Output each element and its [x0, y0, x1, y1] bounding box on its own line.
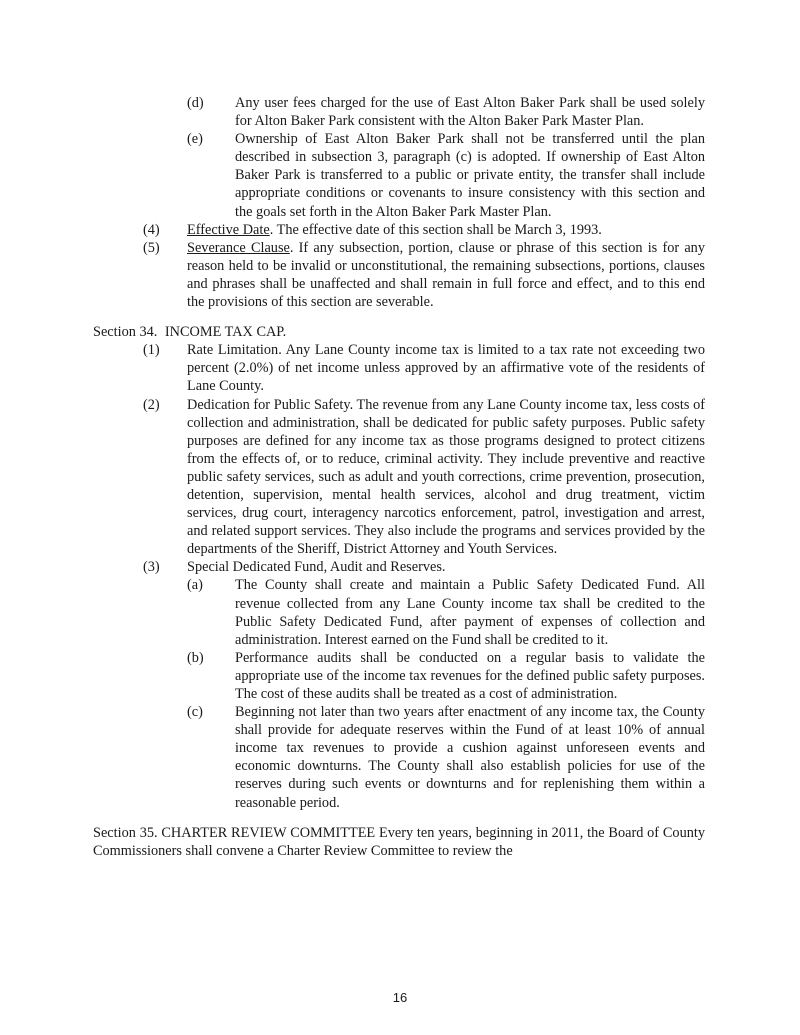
paragraph-4-effective-date	[0, 221, 800, 239]
paragraph-5-severance-clause	[0, 239, 800, 311]
section-34-subsection-a	[0, 576, 800, 648]
paragraph-4-title: Effective Date	[187, 221, 270, 238]
section-34-heading	[0, 323, 800, 341]
subsection-d	[0, 94, 800, 130]
subsection-a-label: (a)	[187, 577, 203, 594]
paragraph-3-text: Special Dedicated Fund, Audit and Reserves.	[187, 559, 446, 576]
subsection-e-text: Ownership of East Alton Baker Park shall not be transferred until the plan described in subsection 3, paragraph (c) is adopted. If ownership of East Alton Baker Park is transferred to a public or private entity, the transfer shall include appropriate conditions or covenants to insure consistency with this section and the goals set forth in the Alton Baker Park Master Plan.	[235, 131, 705, 220]
paragraph-5-text: . If any subsection, portion, clause or phrase of this section is for any reason held to be invalid or unconstitutional, the remaining subsections, portions, clauses and phrases shall be unaffected and shall remain in full force and effect, and to this end the provisions of this section are severable.	[187, 239, 705, 311]
subsection-d-label: (d)	[187, 95, 204, 111]
section-34-subsection-c	[0, 703, 800, 812]
paragraph-5-title: Severance Clause	[187, 239, 290, 256]
paragraph-2-label: (2)	[143, 396, 160, 413]
paragraph-4-label: (4)	[143, 221, 160, 238]
subsection-b-text: Performance audits shall be conducted on a regular basis to validate the appropriate use of the income tax revenues for the defined public safety purposes. The cost of these audits shall be treated as a cost of administration.	[235, 649, 705, 702]
section-34-paragraph-2	[0, 396, 800, 559]
section-35-text: Section 35. CHARTER REVIEW COMMITTEE Every ten years, beginning in 2011, the Board of County Commissioners shall convene a Charter Review Committee to review the	[93, 824, 705, 859]
page-number: 16	[392, 990, 408, 1005]
subsection-c-label: (c)	[187, 704, 203, 721]
subsection-e	[0, 130, 800, 220]
subsection-d-text: Any user fees charged for the use of East Alton Baker Park shall be used solely for Alton Baker Park consistent with the Alton Baker Park Master Plan.	[235, 95, 705, 130]
section-34-paragraph-1	[0, 341, 800, 395]
subsection-e-label: (e)	[187, 131, 203, 148]
subsection-b-label: (b)	[187, 649, 204, 666]
section-34-subsection-b	[0, 649, 800, 703]
paragraph-1-text: Rate Limitation. Any Lane County income tax is limited to a tax rate not exceeding two percent (2.0%) of net income unless approved by an affirmative vote of the residents of Lane County.	[187, 342, 705, 395]
paragraph-5-label: (5)	[143, 239, 160, 256]
paragraph-2-text: Dedication for Public Safety. The revenue from any Lane County income tax, less costs of collection and administration, shall be dedicated for public safety purposes. Public safety purposes are defined for any income tax as those programs designed to protect citizens from the effects of, or to reduce, criminal activity. They include preventive and reactive public safety services, such as adult and youth corrections, crime prevention, prosecution, detention, supervision, mental health services, alcohol and drug treatment, victim services, drug court, interagency narcotics enforcement, patrol, investigation and arrest, and related support services. They also include the programs and services provided by the departments of the Sheriff, District Attorney and Youth Services.	[187, 396, 705, 558]
subsection-a-text: The County shall create and maintain a Public Safety Dedicated Fund. All revenue collected from any Lane County income tax shall be credited to the Public Safety Dedicated Fund, after payment of expenses of collection and administration. Interest earned on the Fund shall be credited to it.	[235, 577, 705, 648]
section-34-number: Section 34.	[93, 324, 158, 341]
section-34-paragraph-3	[0, 558, 800, 576]
paragraph-1-label: (1)	[143, 342, 160, 359]
paragraph-4-text: . The effective date of this section shall be March 3, 1993.	[269, 221, 602, 238]
section-34-title: INCOME TAX CAP.	[164, 324, 287, 341]
paragraph-3-label: (3)	[143, 559, 160, 576]
subsection-c-text: Beginning not later than two years after enactment of any income tax, the County shall provide for adequate reserves within the Fund of at least 10% of annual income tax revenues to provide a cushion against unforeseen events and economic downturns. The County shall also establish policies for use of the reserves during such events or downturns and for replenishing them within a reasonable period.	[235, 704, 705, 811]
